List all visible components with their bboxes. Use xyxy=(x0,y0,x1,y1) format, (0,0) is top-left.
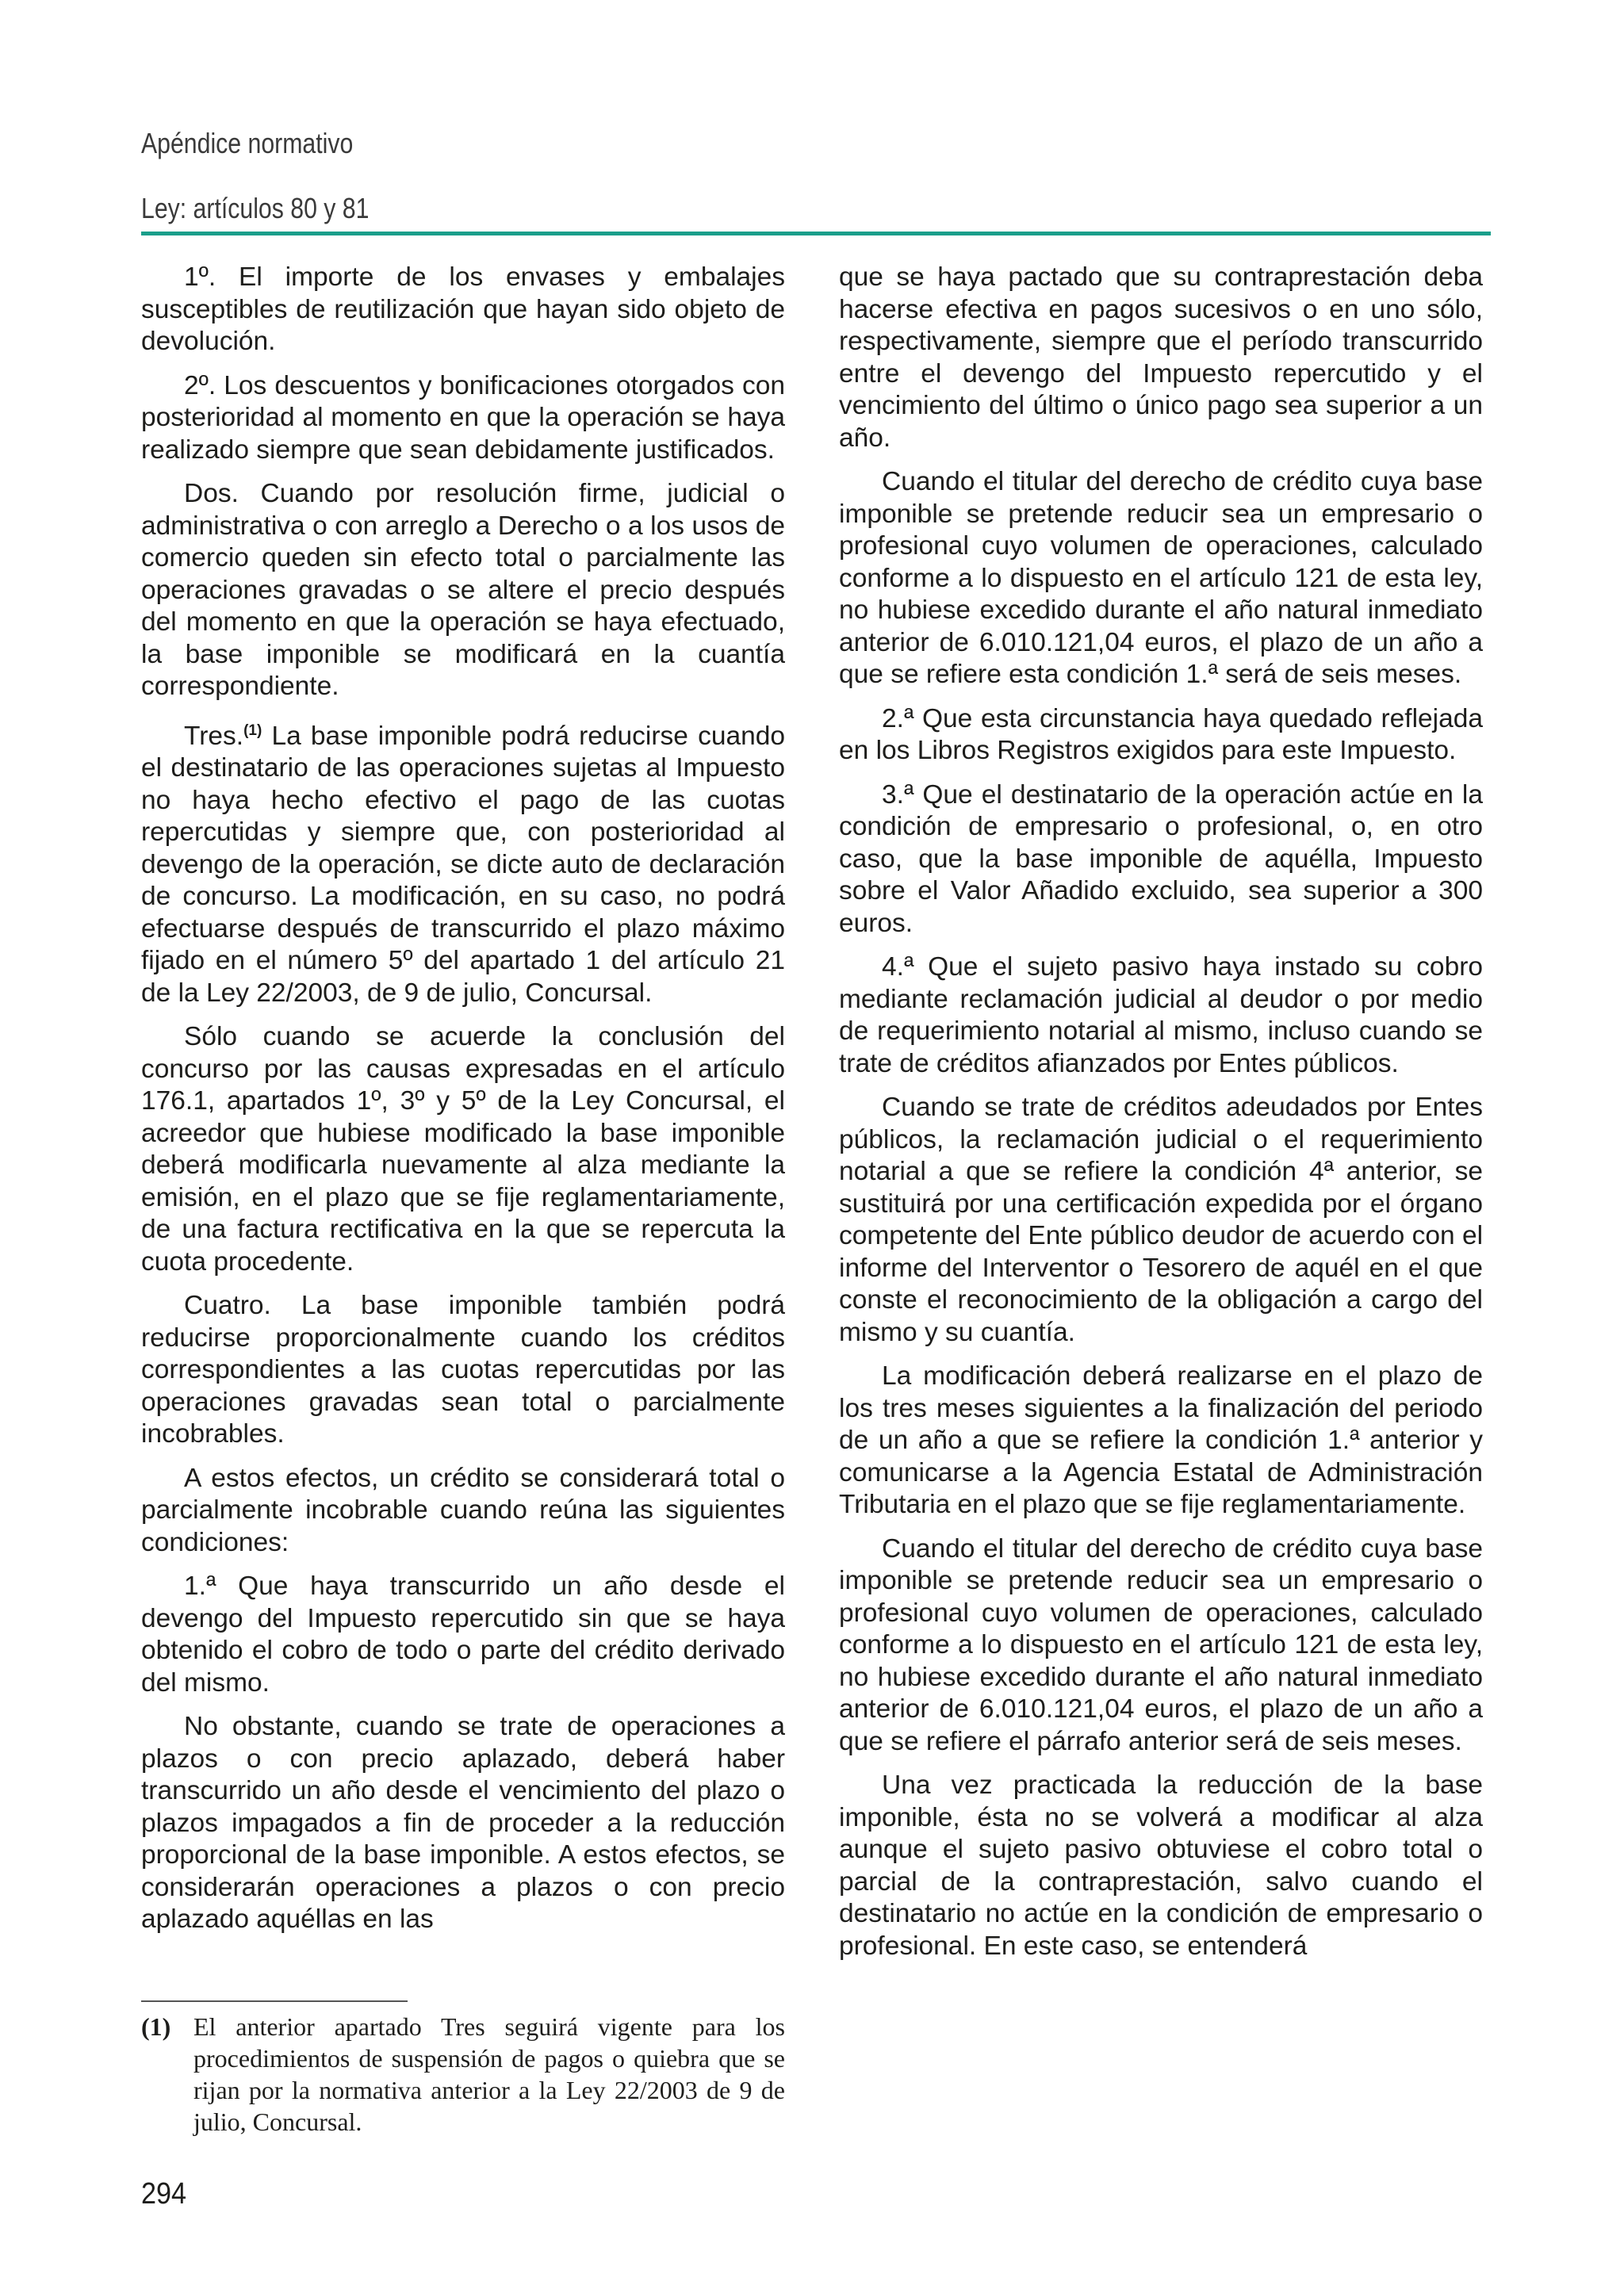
paragraph: Cuando el titular del derecho de crédito cuya base imponible se pretende reducir sea un empresario o profesional cuyo volumen de operaciones, calculado conforme a lo dispuesto en el artículo 121 de esta ley, no hubiese excedido durante el año natural inmediato anterior de 6.010.121,04 euros, el plazo de un año a que se refiere esta condición 1.ª será de seis meses. xyxy=(839,467,1483,689)
right-column xyxy=(839,262,1483,1974)
paragraph: No obstante, cuando se trate de operaciones a plazos o con precio aplazado, deberá haber transcurrido un año desde el vencimiento del plazo o plazos impagados a fin de proceder a la reducción proporcional de la base imponible. A estos efectos, se considerarán operaciones a plazos o con precio aplazado aquéllas en las xyxy=(141,1712,785,1934)
paragraph: que se haya pactado que su contraprestación deba hacerse efectiva en pagos sucesivos o en uno sólo, respectivamente, siempre que el período transcurrido entre el devengo del Impuesto repercutido y el vencimiento del último o único pago sea superior a un año. xyxy=(839,262,1483,453)
paragraph: Dos. Cuando por resolución firme, judicial o administrativa o con arreglo a Derecho o a los usos de comercio queden sin efecto total o parcialmente las operaciones gravadas o se altere el precio después del momento en que la operación se haya efectuado, la base imponible se modificará en la cuantía correspondiente. xyxy=(141,479,785,701)
paragraph-with-footnote xyxy=(141,715,785,1010)
paragraph: 4.ª Que el sujeto pasivo haya instado su cobro mediante reclamación judicial al deudor o por medio de requerimiento notarial al mismo, incluso cuando se trate de créditos afianzados por Entes públicos. xyxy=(839,952,1483,1078)
paragraph: 1.ª Que haya transcurrido un año desde el devengo del Impuesto repercutido sin que se haya obtenido el cobro de todo o parte del crédito derivado del mismo. xyxy=(141,1571,785,1698)
footnote xyxy=(141,2011,785,2138)
paragraph: Sólo cuando se acuerde la conclusión del concurso por las causas expresadas en el artículo 176.1, apartados 1º, 3º y 5º de la Ley Concursal, el acreedor que hubiese modificado la base imponible deberá modificarla nuevamente al alza mediante la emisión, en el plazo que se fije reglamentariamente, de una factura rectificativa en la que se repercuta la cuota procedente. xyxy=(141,1022,785,1277)
paragraph: Cuatro. La base imponible también podrá reducirse proporcionalmente cuando los créditos correspondientes a las cuotas repercutidas por las operaciones gravadas sean total o parcialmente incobrables. xyxy=(141,1291,785,1449)
paragraph: A estos efectos, un crédito se considerará total o parcialmente incobrable cuando reúna las siguientes condiciones: xyxy=(141,1463,785,1557)
left-column xyxy=(141,262,785,1948)
footnote-text: El anterior apartado Tres seguirá vigente para los procedimientos de suspensión de pagos o quiebra que se rijan por la normativa anterior a la Ley 22/2003 de 9 de julio, Concursal. xyxy=(193,2012,785,2136)
paragraph: Cuando el titular del derecho de crédito cuya base imponible se pretende reducir sea un empresario o profesional cuyo volumen de operaciones, calculado conforme a lo dispuesto en el artículo 121 de esta ley, no hubiese excedido durante el año natural inmediato anterior de 6.010.121,04 euros, el plazo de un año a que se refiere el párrafo anterior será de seis meses. xyxy=(839,1533,1483,1756)
footnote-number: (1) xyxy=(141,2012,171,2041)
paragraph-text: La base imponible podrá reducirse cuando el destinatario de las operaciones sujetas al Impuesto no haya hecho efectivo el pago de las cuotas repercutidas y siempre que, con posterioridad al devengo de la operación, se dicte auto de declaración de concurso. La modificación, en su caso, no podrá efectuarse después de transcurrido el plazo máximo fijado en el número 5º del apartado 1 del artículo 21 de la Ley 22/2003, de 9 de julio, Concursal. xyxy=(141,721,785,1008)
footnote-rule xyxy=(141,2000,408,2002)
paragraph: 1º. El importe de los envases y embalajes susceptibles de reutilización que hayan sido objeto de devolución. xyxy=(141,262,785,356)
page-number: 294 xyxy=(141,2177,187,2211)
paragraph-lead: Tres. xyxy=(184,721,244,751)
section-label: Apéndice normativo xyxy=(141,127,354,159)
paragraph: Cuando se trate de créditos adeudados por Entes públicos, la reclamación judicial o el requerimiento notarial a que se refiere la condición 4ª anterior, se sustituirá por una certificación expedida por el órgano competente del Ente público deudor de acuerdo con el informe del Interventor o Tesorero de aquél en el que conste el reconocimiento de la obligación a cargo del mismo y su cuantía. xyxy=(839,1093,1484,1347)
header-rule xyxy=(141,232,1491,235)
paragraph: 2º. Los descuentos y bonificaciones otorgados con posterioridad al momento en que la operación se haya realizado siempre que sean debidamente justificados. xyxy=(141,370,785,465)
subsection-label: Ley: artículos 80 y 81 xyxy=(141,192,370,224)
paragraph: 2.ª Que esta circunstancia haya quedado reflejada en los Libros Registros exigidos para este Impuesto. xyxy=(839,703,1483,765)
paragraph: La modificación deberá realizarse en el plazo de los tres meses siguientes a la finalización del periodo de un año a que se refiere la condición 1.ª anterior y comunicarse a la Agencia Estatal de Administración Tributaria en el plazo que se fije reglamentariamente. xyxy=(839,1361,1483,1519)
paragraph: Una vez practicada la reducción de la base imponible, ésta no se volverá a modificar al alza aunque el sujeto pasivo obtuviese el cobro total o parcial de la contraprestación, salvo cuando el destinatario no actúe en la condición de empresario o profesional. En este caso, se entenderá xyxy=(839,1770,1483,1961)
paragraph: 3.ª Que el destinatario de la operación actúe en la condición de empresario o profesional, o, en otro caso, que la base imponible de aquélla, Impuesto sobre el Valor Añadido excluido, sea superior a 300 euros. xyxy=(839,779,1483,938)
footnote-marker[interactable]: (1) xyxy=(243,722,262,739)
